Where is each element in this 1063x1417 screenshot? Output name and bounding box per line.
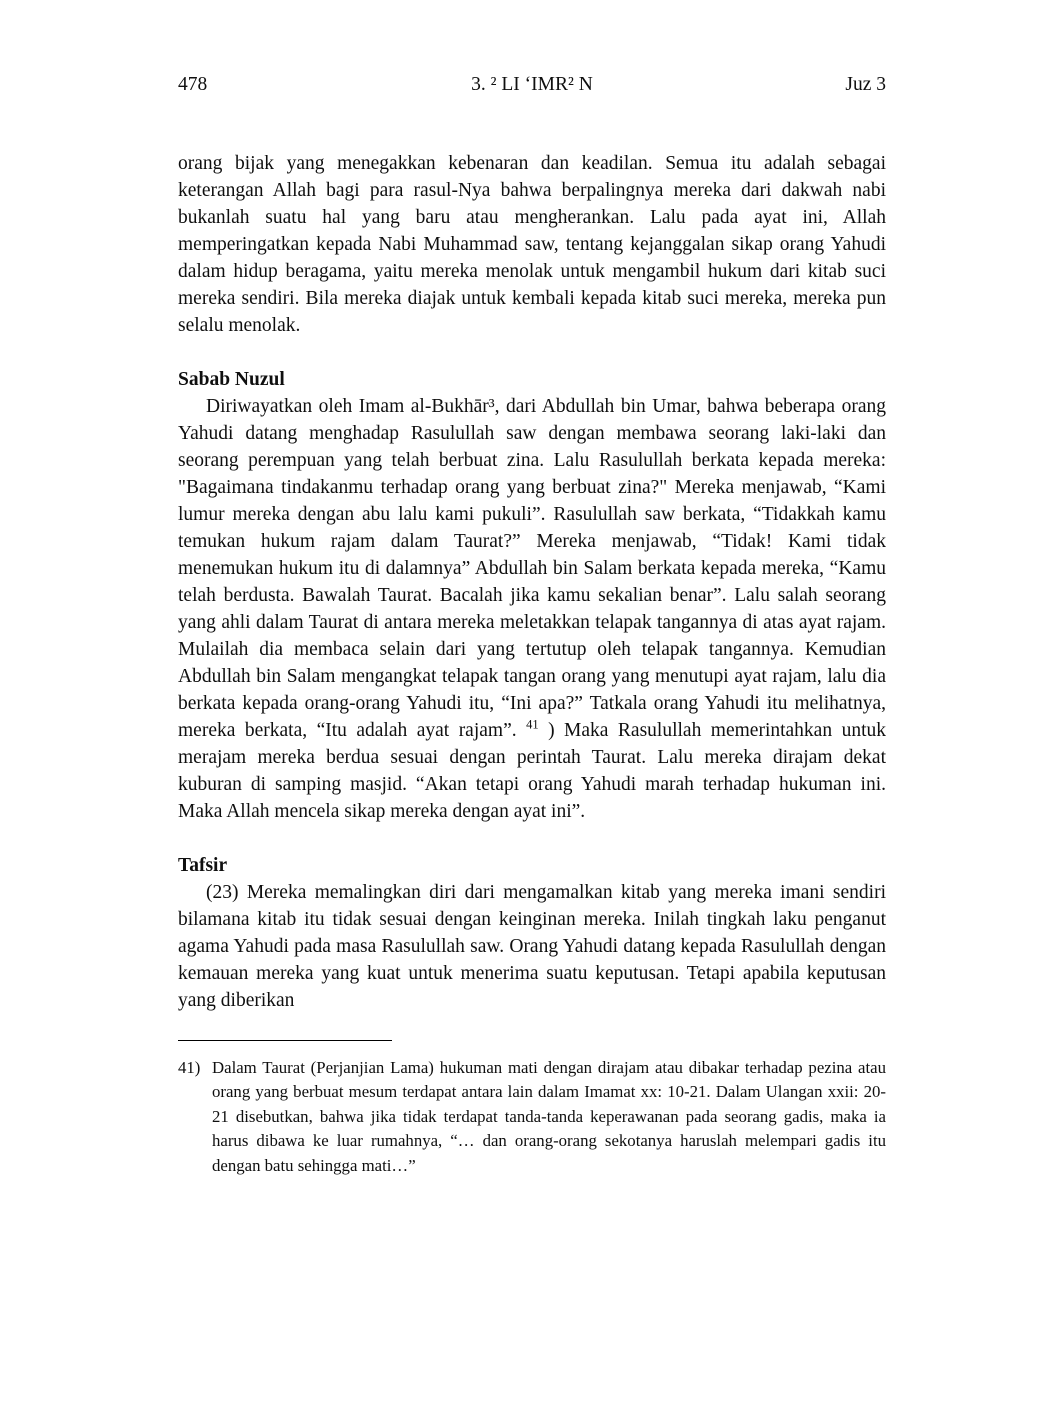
sabab-nuzul-text-part2: ) Maka Rasulullah memerintahkan untuk merajam mereka berdua sesuai dengan perintah Taurat. Lalu mereka dirajam dekat kuburan di samping masjid. “Akan tetapi orang Yahudi marah terhadap hukuman ini. Maka Allah mencela sikap mereka dengan ayat ini”.: [178, 720, 886, 822]
footnote-41-reference: 41: [526, 717, 539, 732]
sabab-nuzul-paragraph: [178, 393, 886, 825]
footnote-text: Dalam Taurat (Perjanjian Lama) hukuman mati dengan dirajam atau dibakar terhadap pezina atau orang yang berbuat mesum terdapat antara lain dalam Imamat xx: 10-21. Dalam Ulangan xxii: 20-21 disebutkan, bahwa jika tidak terdapat tanda-tanda keperawanan pada seorang gadis, maka ia harus dibawa ke luar rumahnya, “… dan orang-orang sekotanya haruslah melempari gadis itu dengan batu sehingga mati…”: [212, 1058, 886, 1175]
footnote-separator-line: [178, 1040, 392, 1041]
footnote-area: [178, 1040, 886, 1178]
juz-label: Juz 3: [845, 74, 886, 95]
page-body: [178, 150, 886, 1178]
sabab-nuzul-text-part1: Diriwayatkan oleh Imam al-Bukhār³, dari Abdullah bin Umar, bahwa beberapa orang Yahudi datang menghadap Rasulullah saw dengan membawa seorang laki-laki dan seorang perempuan yang telah berbuat zina. Lalu Rasulullah berkata kepada mereka: "Bagaimana tindakanmu terhadap orang yang berbuat zina?" Mereka menjawab, “Kami lumur mereka dengan abu lalu kami pukuli”. Rasulullah saw berkata, “Tidakkah kamu temukan hukum rajam dalam Taurat?” Mereka menjawab, “Tidak! Kami tidak menemukan hukum itu di dalamnya” Abdullah bin Salam berkata kepada mereka, “Kamu telah berdusta. Bawalah Taurat. Bacalah jika kamu sekalian benar”. Lalu salah seorang yang ahli dalam Taurat di antara mereka meletakkan telapak tangannya di atas ayat rajam. Mulailah dia membaca selain dari yang tertutup oleh telapak tangannya. Kemudian Abdullah bin Salam mengangkat telapak tangan orang yang menutupi ayat rajam, lalu dia berkata kepada orang-orang Yahudi itu, “Ini apa?” Tatkala orang Yahudi itu melihatnya, mereka berkata, “Itu adalah ayat rajam”.: [178, 396, 886, 741]
footnote-41: [178, 1056, 886, 1178]
sabab-nuzul-heading: Sabab Nuzul: [178, 369, 285, 390]
page-number: 478: [178, 74, 208, 95]
intro-paragraph: orang bijak yang menegakkan kebenaran dan keadilan. Semua itu adalah sebagai keterangan Allah bagi para rasul-Nya bahwa berpalingnya mereka dari dakwah nabi bukanlah suatu hal yang baru atau mengherankan. Lalu pada ayat ini, Allah memperingatkan kepada Nabi Muhammad saw, tentang kejanggalan sikap orang Yahudi dalam hidup beragama, yaitu mereka menolak untuk mengambil hukum dari kitab suci mereka sendiri. Bila mereka diajak untuk kembali kepada kitab suci mereka, mereka pun selalu menolak.: [178, 153, 886, 336]
page-header: [178, 72, 886, 98]
chapter-title: 3. ² LI ‘IMR² N: [471, 74, 593, 95]
footnote-marker: 41): [178, 1058, 201, 1077]
tafsir-heading: Tafsir: [178, 855, 228, 876]
page-content: [178, 72, 886, 1178]
tafsir-paragraph: (23) Mereka memalingkan diri dari mengamalkan kitab yang mereka imani sendiri bilamana kitab itu tidak sesuai dengan keinginan mereka. Inilah tingkah laku penganut agama Yahudi pada masa Rasulullah saw. Orang Yahudi datang kepada Rasulullah dengan kemauan mereka yang kuat untuk menerima suatu keputusan. Tetapi apabila keputusan yang diberikan: [178, 882, 886, 1011]
